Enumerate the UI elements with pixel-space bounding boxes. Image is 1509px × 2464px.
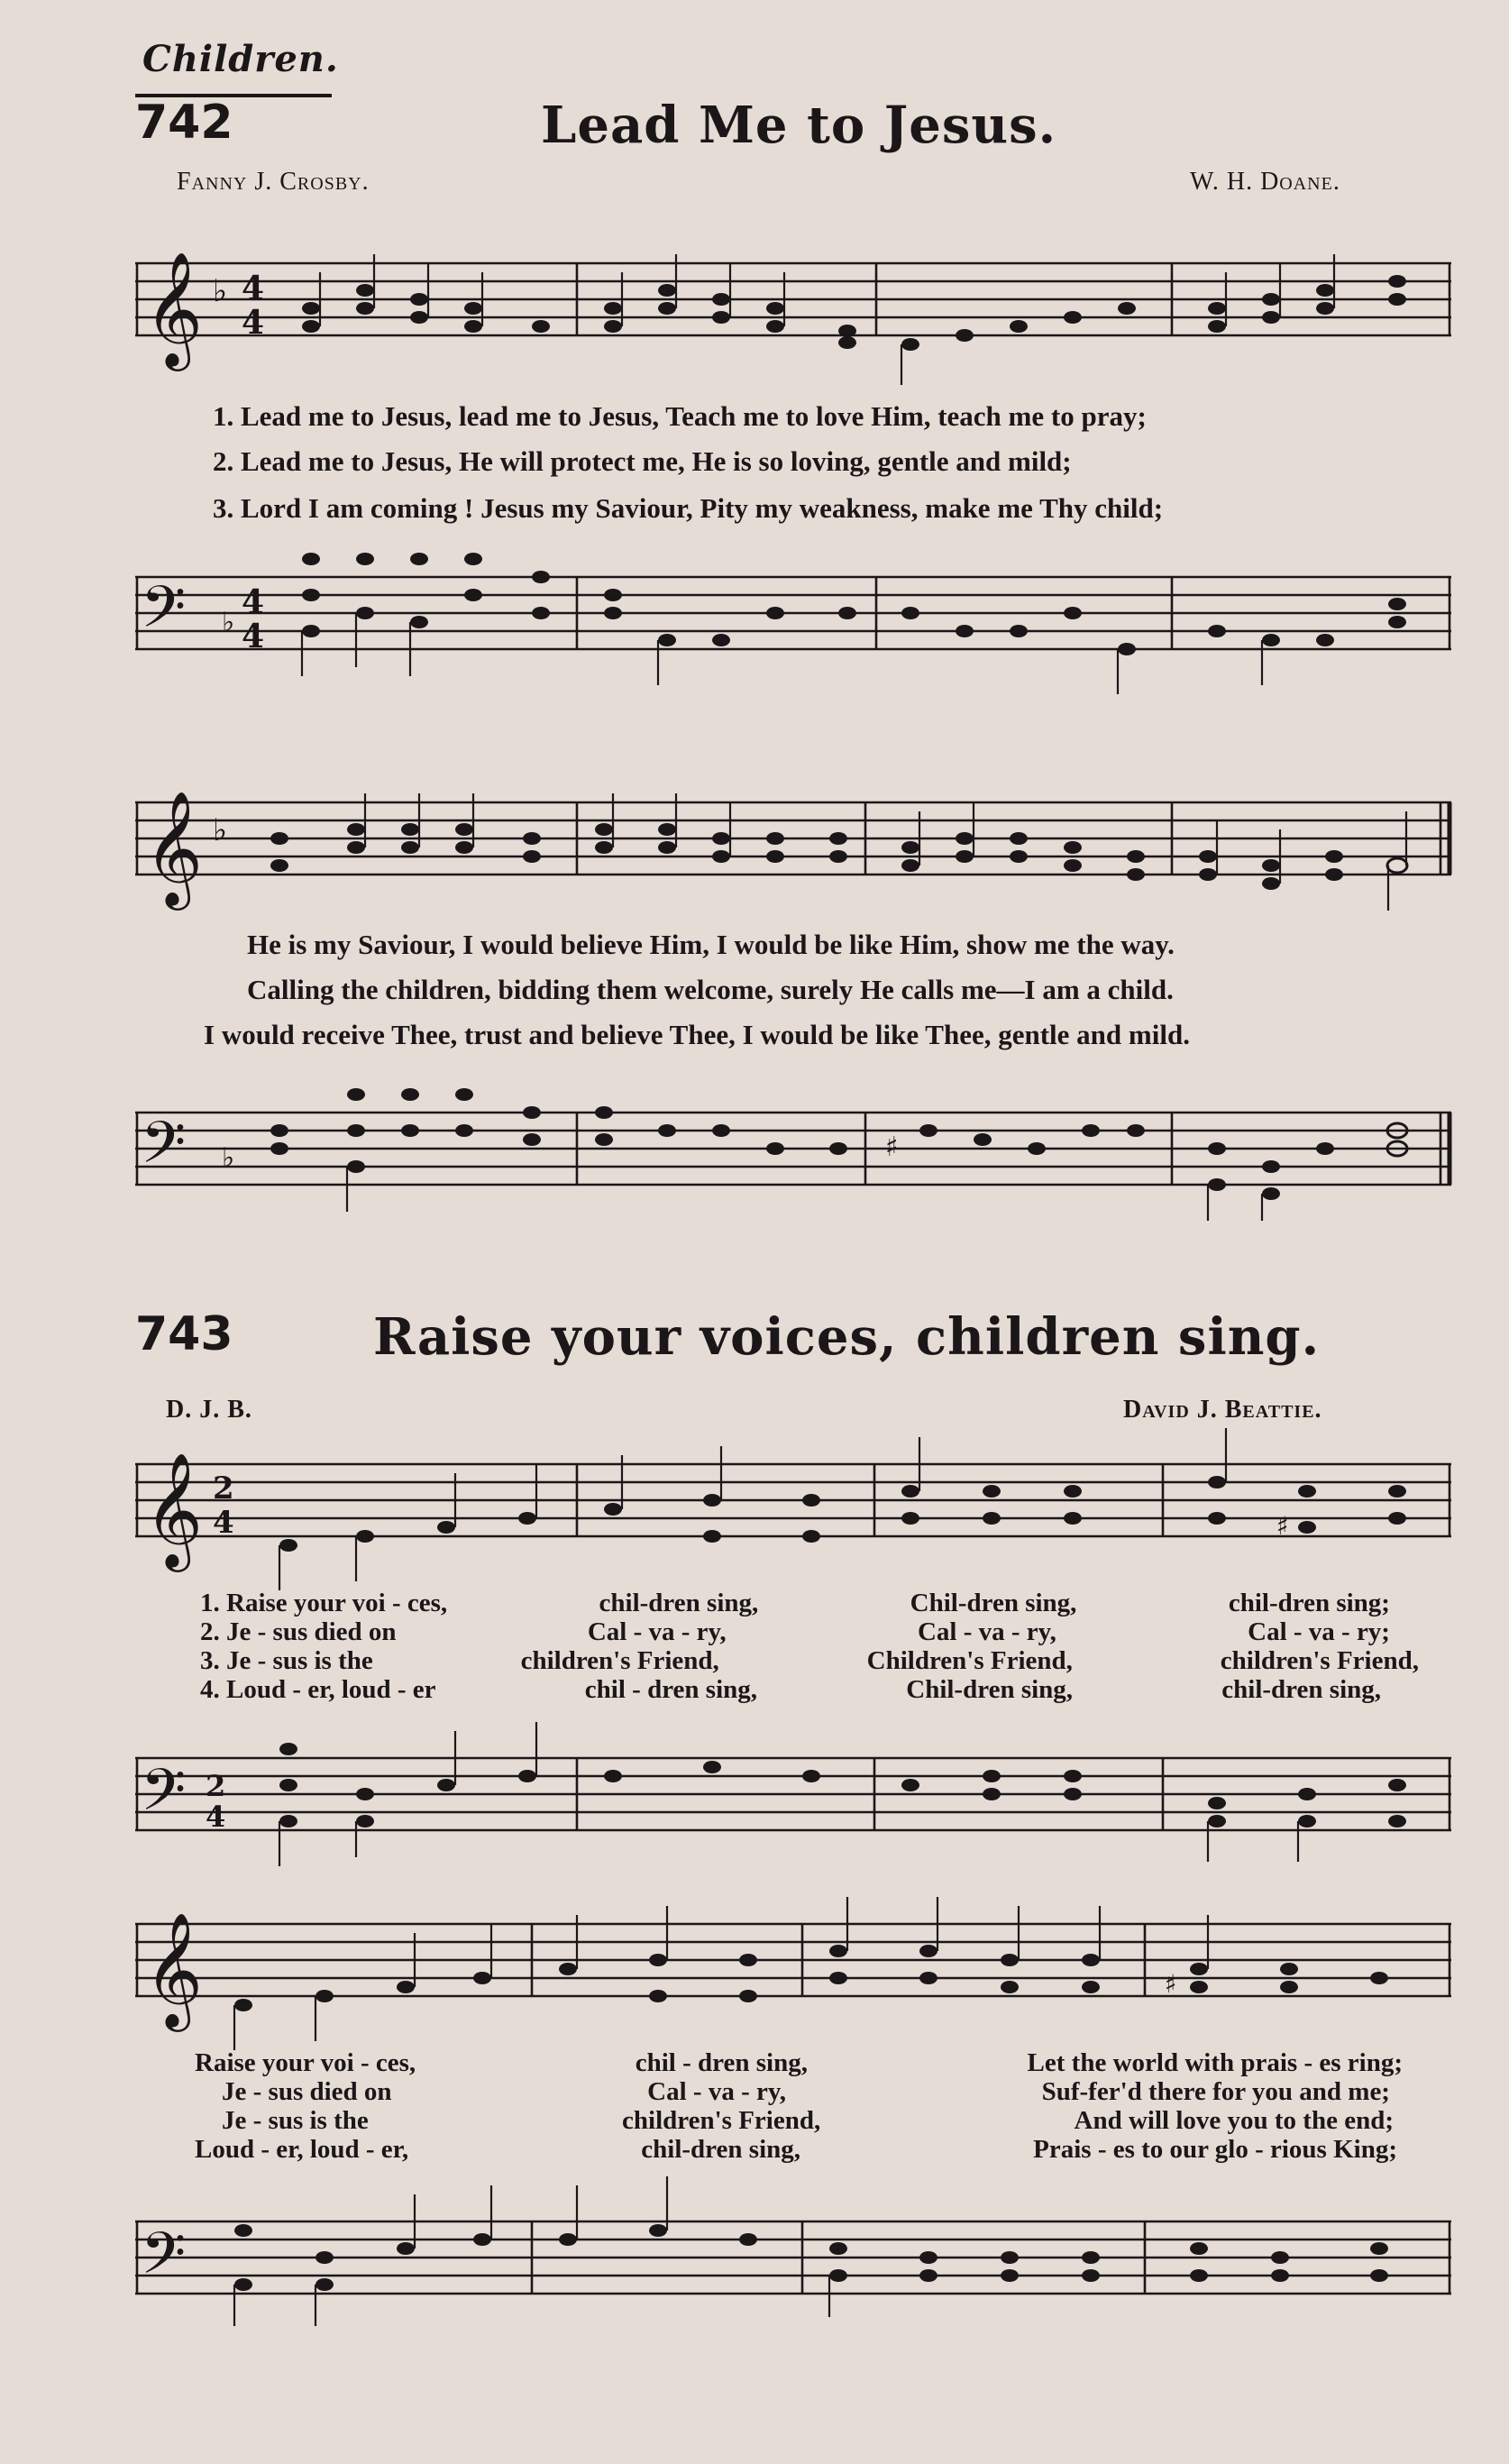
time-sig-top: 2 [206, 1769, 226, 1803]
staff-lines [135, 1758, 1451, 1830]
notes-742-1-bass [302, 553, 1406, 694]
verse-742-1b: He is my Saviour, I would believe Him, I would be like Him, show me the way. [247, 929, 1175, 960]
treble-clef-icon: 𝄞 [144, 251, 204, 366]
verse-742-1a: 1. Lead me to Jesus, lead me to Jesus, Teach me to love Him, teach me to pray; [213, 400, 1147, 432]
verse-742-3b: I would receive Thee, trust and believe Thee, I would be like Thee, gentle and mild. [204, 1019, 1190, 1050]
time-sig-bottom: 4 [242, 618, 265, 655]
staff-743-1-treble [135, 1443, 1460, 1578]
time-sig-top: 4 [242, 583, 265, 621]
staff-lines [135, 263, 1451, 335]
notes-742-2-bass [270, 1088, 1407, 1221]
staff-743-1-bass [135, 1722, 1460, 1857]
notes-743-1 [279, 1428, 1406, 1590]
staff-742-1-bass [135, 541, 1460, 685]
section-heading: Children. [142, 38, 339, 80]
staff-743-2-treble [135, 1902, 1460, 2047]
time-sig-bottom: 4 [242, 304, 265, 342]
verse-742-2b: Calling the children, bidding them welcome, surely He calls me—I am a child. [247, 974, 1174, 1005]
staff-742-1-treble [135, 236, 1460, 371]
svg-text:♯: ♯ [885, 1131, 899, 1163]
flat-key-icon: ♭ [213, 273, 228, 309]
verse-743-4b: Loud - er, loud - er, chil-dren sing, Prais - es to our glo - rious King; [195, 2135, 1397, 2164]
flat-key-icon: ♭ [213, 812, 228, 848]
hymn-title-743: Raise your voices, children sing. [373, 1307, 1321, 1367]
verse-743-2a: 2. Je - sus died on Cal - va - ry, Cal - va - ry, Cal - va - ry; [200, 1617, 1390, 1646]
svg-text:♯: ♯ [1165, 1969, 1177, 1999]
verse-743-1b: Raise your voi - ces, chil - dren sing, Let the world with prais - es ring; [195, 2048, 1403, 2077]
staff-743-2-bass [135, 2182, 1460, 2326]
notes-742-1 [302, 254, 1406, 385]
bass-clef-icon: 𝄢 [141, 2221, 187, 2302]
verse-742-3a: 3. Lord I am coming ! Jesus my Saviour, Pity my weakness, make me Thy child; [213, 492, 1164, 524]
verse-743-3a: 3. Je - sus is the children's Friend, Children's Friend, children's Friend, [200, 1646, 1419, 1675]
bass-clef-icon: 𝄢 [141, 1110, 187, 1191]
composer-742: W. H. Doane. [1190, 168, 1340, 196]
staff-lines [135, 1924, 1451, 1996]
flat-key-icon: ♭ [222, 607, 235, 638]
notes-743-2 [234, 1897, 1388, 2050]
treble-clef-icon: 𝄞 [144, 790, 204, 905]
time-sig-top: 4 [242, 270, 265, 307]
author-742: Fanny J. Crosby. [177, 168, 370, 196]
staff-742-2-treble [135, 775, 1460, 911]
staff-lines [135, 1113, 1451, 1185]
hymn-number-742: 742 [135, 96, 233, 150]
svg-text:♯: ♯ [1276, 1511, 1289, 1541]
author-743: D. J. B. [166, 1396, 252, 1424]
staff-742-2-bass [135, 1066, 1460, 1219]
treble-clef-icon: 𝄞 [144, 1911, 204, 2027]
staff-lines [135, 577, 1451, 649]
hymn-title-742: Lead Me to Jesus. [541, 96, 1057, 155]
notes-742-2 [270, 793, 1407, 911]
staff-lines [135, 802, 1451, 875]
hymn-number-743: 743 [135, 1307, 233, 1361]
time-sig-top: 2 [213, 1470, 234, 1507]
treble-clef-icon: 𝄞 [144, 1452, 204, 1567]
composer-743: David J. Beattie. [1123, 1396, 1322, 1424]
verse-743-2b: Je - sus died on Cal - va - ry, Suf-fer'd there for you and me; [222, 2077, 1390, 2106]
staff-lines [135, 1464, 1451, 1536]
time-sig-bottom: 4 [213, 1505, 234, 1541]
flat-key-icon: ♭ [222, 1142, 235, 1174]
verse-743-3b: Je - sus is the children's Friend, And will love you to the end; [222, 2106, 1394, 2135]
bass-clef-icon: 𝄢 [141, 574, 187, 655]
notes-743-2-bass [234, 2176, 1388, 2326]
verse-742-2a: 2. Lead me to Jesus, He will protect me, He is so loving, gentle and mild; [213, 445, 1072, 477]
verse-743-1a: 1. Raise your voi - ces, chil-dren sing, Chil-dren sing, chil-dren sing; [200, 1589, 1390, 1617]
verse-743-4a: 4. Loud - er, loud - er chil - dren sing, Chil-dren sing, chil-dren sing, [200, 1675, 1381, 1704]
bass-clef-icon: 𝄢 [141, 1757, 187, 1838]
time-sig-bottom: 4 [206, 1800, 226, 1834]
